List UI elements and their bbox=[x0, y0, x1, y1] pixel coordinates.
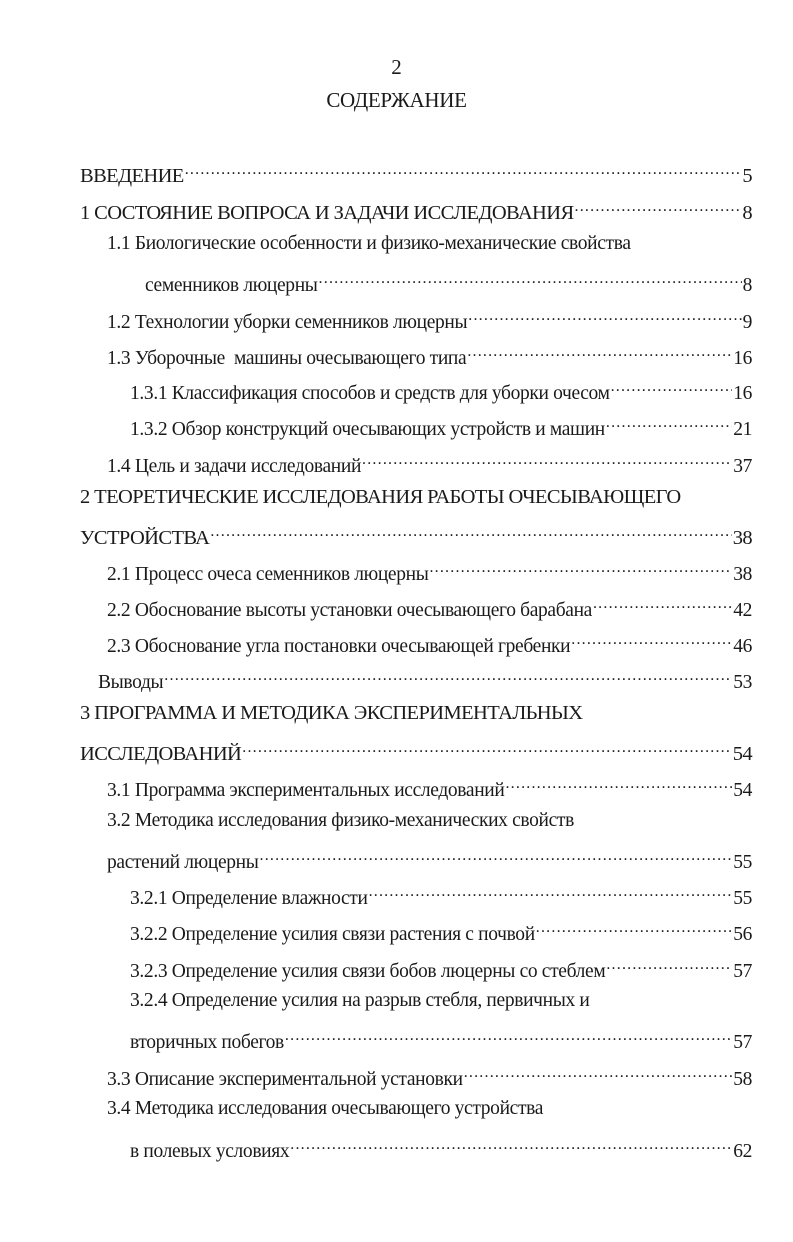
toc-entry-page: 46 bbox=[733, 636, 752, 657]
toc-entry-title: растений люцерны bbox=[107, 852, 259, 873]
toc-entry-3-3[interactable] bbox=[107, 1061, 752, 1090]
toc-entry-title: 1.3.1 Классификация способов и средств для уборки очесом bbox=[130, 383, 610, 404]
toc-entry-3-4[interactable] bbox=[130, 1133, 752, 1162]
toc-entry-title: 3.3 Описание экспериментальной установки bbox=[107, 1069, 463, 1090]
toc-entry-conclusions[interactable] bbox=[98, 664, 752, 693]
toc-leader-dots bbox=[260, 844, 733, 868]
toc-entry-page: 58 bbox=[733, 1069, 752, 1090]
toc-entry-title: 3.1 Программа экспериментальных исследований bbox=[107, 780, 505, 801]
toc-entry-page: 53 bbox=[733, 672, 752, 693]
toc-entry-page: 57 bbox=[733, 961, 752, 982]
toc-entry-page: 54 bbox=[733, 780, 752, 801]
toc-leader-dots bbox=[164, 664, 732, 688]
toc-leader-dots bbox=[210, 520, 731, 544]
toc-entry-title: в полевых условиях bbox=[130, 1141, 290, 1162]
toc-entry-page: 55 bbox=[733, 852, 752, 873]
toc-entry-chapter-1[interactable] bbox=[80, 195, 752, 224]
toc-entry-title: 1 СОСТОЯНИЕ ВОПРОСА И ЗАДАЧИ ИССЛЕДОВАНИЯ bbox=[80, 202, 574, 224]
toc-leader-dots bbox=[571, 628, 732, 652]
toc-entry-title: 3.2.3 Определение усилия связи бобов люцерны со стеблем bbox=[130, 961, 606, 982]
toc-leader-dots bbox=[285, 1024, 732, 1048]
page-number: 2 bbox=[391, 55, 402, 79]
toc-entry-chapter-3-line1: 3 ПРОГРАММА И МЕТОДИКА ЭКСПЕРИМЕНТАЛЬНЫХ bbox=[80, 702, 583, 724]
toc-entry-title: ИССЛЕДОВАНИЙ bbox=[80, 743, 242, 765]
toc-leader-dots bbox=[369, 880, 733, 904]
toc-entry-3-2-2[interactable] bbox=[130, 916, 752, 945]
toc-entry-title: 1.3.2 Обзор конструкций очесывающих устройств и машин bbox=[130, 419, 605, 440]
toc-entry-1-2[interactable] bbox=[107, 304, 752, 333]
toc-entry-page: 56 bbox=[733, 924, 752, 945]
toc-entry-page: 55 bbox=[733, 888, 752, 909]
toc-entry-3-4-line1: 3.4 Методика исследования очесывающего устройства bbox=[107, 1098, 544, 1119]
toc-leader-dots bbox=[362, 448, 732, 472]
toc-leader-dots bbox=[468, 304, 741, 328]
toc-entry-3-2-1[interactable] bbox=[130, 880, 752, 909]
toc-entry-3-1[interactable] bbox=[107, 772, 752, 801]
toc-entry-title: 1.2 Технологии уборки семенников люцерны bbox=[107, 312, 468, 333]
toc-entry-title: 2.1 Процесс очеса семенников люцерны bbox=[107, 564, 429, 585]
toc-entry-1-3-2[interactable] bbox=[130, 411, 752, 440]
toc-entry-title: 2.3 Обоснование угла постановки очесывающей гребенки bbox=[107, 636, 571, 657]
toc-entry-title: 3.2.2 Определение усилия связи растения с почвой bbox=[130, 924, 535, 945]
toc-entry-3-2-4-line1: 3.2.4 Определение усилия на разрыв стебля, первичных и bbox=[130, 990, 590, 1011]
toc-entry-3-2[interactable] bbox=[107, 844, 752, 873]
toc-leader-dots bbox=[290, 1133, 732, 1157]
toc-entry-page: 9 bbox=[742, 312, 752, 333]
toc-entry-title: 1.4 Цель и задачи исследований bbox=[107, 456, 362, 477]
toc-leader-dots bbox=[575, 195, 742, 219]
toc-entry-title: семенников люцерны bbox=[145, 275, 318, 296]
toc-entry-page: 42 bbox=[733, 600, 752, 621]
toc-entry-3-2-4[interactable] bbox=[130, 1024, 752, 1053]
toc-entry-title: 3.2.1 Определение влажности bbox=[130, 888, 368, 909]
toc-entry-page: 37 bbox=[733, 456, 752, 477]
page-title: СОДЕРЖАНИЕ bbox=[326, 88, 467, 112]
toc-entry-page: 21 bbox=[733, 419, 752, 440]
toc-leader-dots bbox=[464, 1061, 732, 1085]
toc-entry-1-3-1[interactable] bbox=[130, 375, 752, 404]
toc-entry-2-1[interactable] bbox=[107, 556, 752, 585]
toc-entry-1-1[interactable] bbox=[145, 267, 752, 296]
toc-entry-page: 38 bbox=[733, 564, 752, 585]
toc-leader-dots bbox=[593, 592, 732, 616]
toc-entry-page: 8 bbox=[742, 202, 752, 224]
toc-leader-dots bbox=[185, 158, 742, 182]
toc-entry-chapter-3[interactable] bbox=[80, 736, 752, 765]
toc-leader-dots bbox=[505, 772, 732, 796]
toc-entry-2-2[interactable] bbox=[107, 592, 752, 621]
toc-entry-2-3[interactable] bbox=[107, 628, 752, 657]
toc-entry-page: 16 bbox=[733, 383, 752, 404]
toc-entry-page: 16 bbox=[733, 348, 752, 369]
toc-leader-dots bbox=[429, 556, 732, 580]
toc-entry-page: 38 bbox=[732, 527, 752, 549]
toc-entry-title: ВВЕДЕНИЕ bbox=[80, 165, 184, 187]
toc-entry-1-3[interactable] bbox=[107, 340, 752, 369]
toc-entry-3-2-line1: 3.2 Методика исследования физико-механических свойств bbox=[107, 810, 574, 831]
toc-entry-title: 1.3 Уборочные машины очесывающего типа bbox=[107, 348, 467, 369]
toc-leader-dots bbox=[536, 916, 732, 940]
toc-entry-page: 8 bbox=[742, 275, 752, 296]
toc-entry-page: 54 bbox=[732, 743, 752, 765]
toc-entry-chapter-2[interactable] bbox=[80, 520, 752, 549]
toc-leader-dots bbox=[606, 953, 732, 977]
toc-entry-title: 2.2 Обоснование высоты установки очесывающего барабана bbox=[107, 600, 592, 621]
toc-entry-3-2-3[interactable] bbox=[130, 953, 752, 982]
toc-entry-1-4[interactable] bbox=[107, 448, 752, 477]
toc-leader-dots bbox=[242, 736, 731, 760]
toc-entry-page: 5 bbox=[742, 165, 752, 187]
toc-entry-chapter-2-line1: 2 ТЕОРЕТИЧЕСКИЕ ИССЛЕДОВАНИЯ РАБОТЫ ОЧЕСЫВАЮЩЕГО bbox=[80, 486, 681, 508]
toc-leader-dots bbox=[611, 375, 733, 399]
toc-leader-dots bbox=[319, 267, 742, 291]
toc-entry-introduction[interactable] bbox=[80, 158, 752, 187]
toc-entry-title: Выводы bbox=[98, 672, 164, 693]
toc-entry-page: 57 bbox=[733, 1032, 752, 1053]
toc-leader-dots bbox=[467, 340, 732, 364]
toc-leader-dots bbox=[606, 411, 732, 435]
toc-entry-title: УСТРОЙСТВА bbox=[80, 527, 210, 549]
toc-entry-1-1-line1: 1.1 Биологические особенности и физико-механические свойства bbox=[107, 233, 631, 254]
toc-entry-page: 62 bbox=[733, 1141, 752, 1162]
toc-entry-title: вторичных побегов bbox=[130, 1032, 284, 1053]
